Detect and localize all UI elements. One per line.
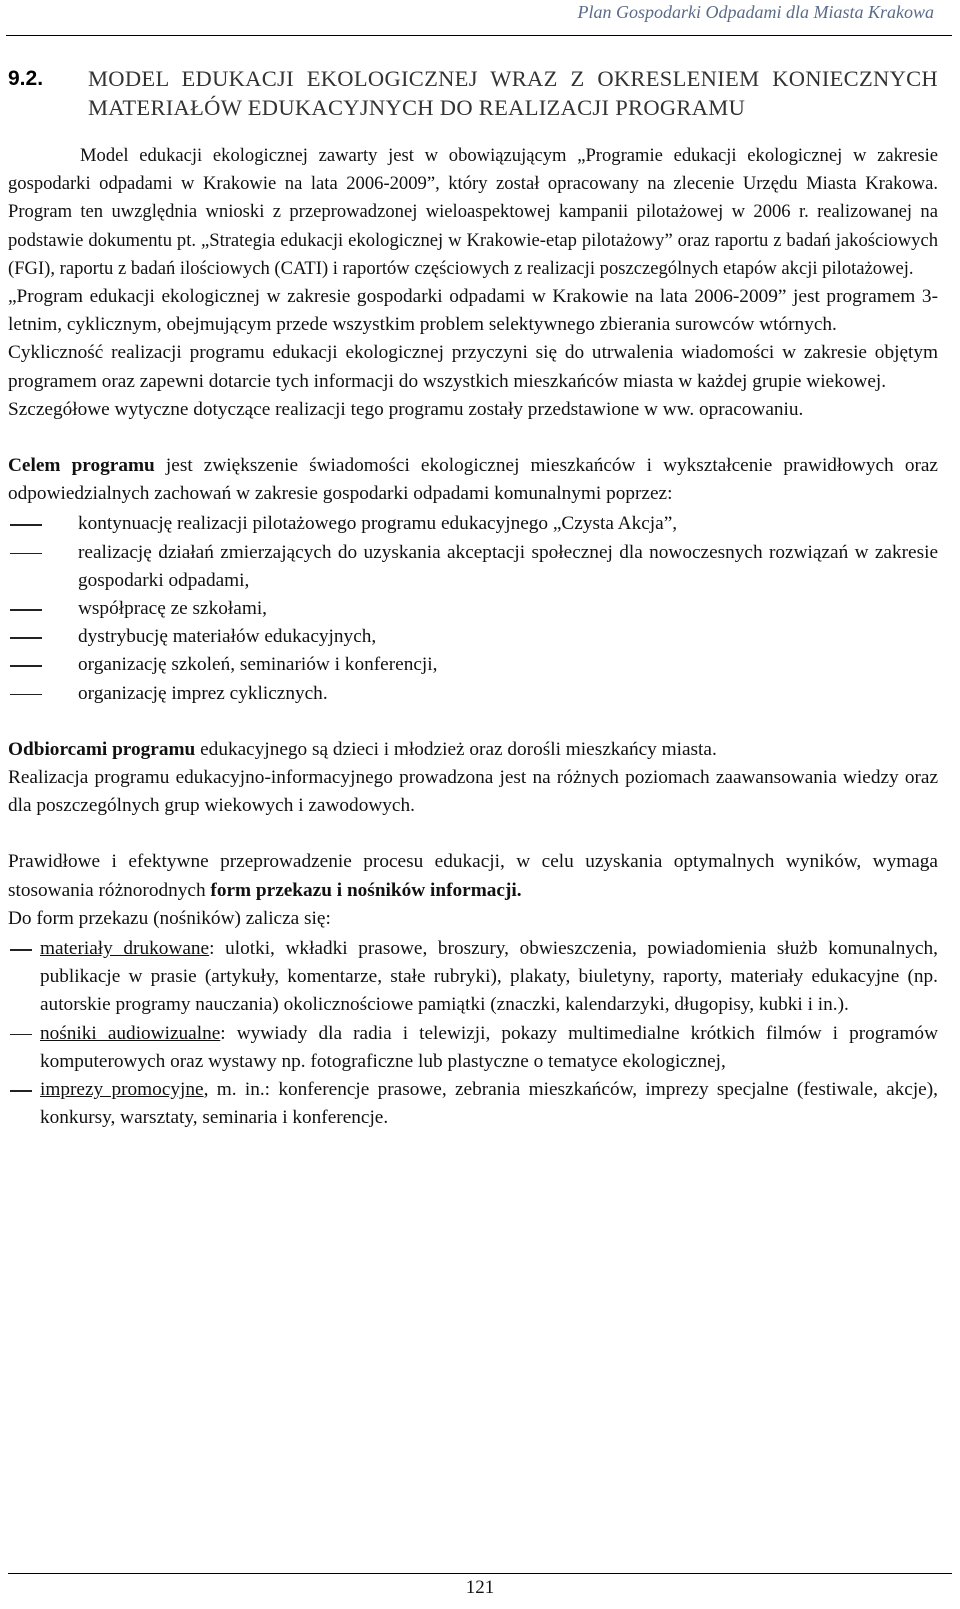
list-item-text: współpracę ze szkołami, — [78, 598, 267, 620]
spacer — [8, 708, 938, 736]
paragraph-cyclicity: Cykliczność realizacji programu edukacji ekologicznej przyczyni się do utrwalenia wiadomości w zakresie objętym programem oraz zapewni dotarcie tych informacji do wszystkich mieszkańców miasta w każdej grupie wiekowej. — [8, 342, 938, 392]
media-term: materiały drukowane — [40, 938, 210, 960]
media-term: nośniki audiowizualne — [40, 1022, 221, 1044]
goal-list — [8, 510, 938, 707]
media-text: : wywiady dla radia i telewizji, pokazy multimedialne krótkich filmów i programów komputerowych oraz wystawy np. fotograficzne lub plastyczne o tematyce ekologicznej, — [40, 1022, 938, 1072]
footer-rule — [8, 1573, 952, 1574]
paragraph-goal — [8, 452, 938, 508]
paragraph-model-a: Model edukacji ekologicznej zawarty jest w obowiązującym „Programie edukacji ekologicznej w zakresie gospodarki odpadami w Krakowie na lata 2006-2009”, który został opracowany na zlecenie Urzędu Miasta Krakowa. Program ten uwzględnia wnioski z przeprowadzonej wieloaspektowej kampanii pilotażowej w 2006 r. — [8, 145, 938, 223]
list-item — [8, 935, 938, 1020]
paragraph-model — [8, 142, 938, 283]
paragraph-model-b: realizowanej na podstawie dokumentu pt. „Strategia edukacji ekologicznej w Krakowie-etap pilotażowy” oraz raportu z badań jakościowych (FGI), raportu z badań ilościowych (CATI) i raportów częściowych z realizacji poszczególnych etapów akcji pilotażowej. — [8, 201, 938, 279]
paragraph-program: „Program edukacji ekologicznej w zakresie gospodarki odpadami w Krakowie na lata 2006-2009” jest programem 3-letnim, cyklicznym, obejmującym przede wszystkim problem selektywnego zbierania surowców wtórnych. — [8, 286, 938, 336]
recipients-text: edukacyjnego są dzieci i młodzież oraz dorośli mieszkańcy miasta. — [195, 738, 717, 760]
document-body — [8, 64, 938, 1133]
paragraph-guidelines: Szczegółowe wytyczne dotyczące realizacji tego programu zostały przedstawione w ww. opracowaniu. — [8, 398, 804, 420]
media-list — [8, 935, 938, 1132]
goal-label: Celem programu — [8, 455, 155, 477]
media-text: : ulotki, wkładki prasowe, broszury, obwieszczenia, powiadomienia służb komunalnych, publikacje w prasie (artykuły, komentarze, stałe rubryki), plakaty, biuletyny, raporty, materiały edukacyjne (np. autorskie programy nauczania) okolicznościowe pamiątki (znaczki, kalendarzyki, długopisy, kubki i in.). — [40, 938, 938, 1016]
list-item — [8, 1076, 938, 1132]
recipients-label: Odbiorcami programu — [8, 738, 196, 760]
paragraph-recipients — [8, 736, 938, 764]
list-item — [8, 595, 938, 623]
page-header — [0, 2, 960, 30]
forms-bold: form przekazu i nośników informacji. — [210, 879, 522, 901]
list-item — [8, 510, 938, 538]
list-item-text: organizację imprez cyklicznych. — [78, 682, 328, 704]
list-item-text: organizację szkoleń, seminariów i konferencji, — [78, 654, 438, 676]
page-number: 121 — [465, 1577, 495, 1598]
paragraph-levels: Realizacja programu edukacyjno-informacyjnego prowadzona jest na różnych poziomach zaawansowania wiedzy oraz dla poszczególnych grup wiekowych i zawodowych. — [8, 767, 938, 817]
list-item — [8, 651, 938, 679]
paragraph-forms-intro: Do form przekazu (nośników) zalicza się: — [8, 907, 331, 929]
list-item — [8, 680, 938, 708]
section-title: MODEL EDUKACJI EKOLOGICZNEJ WRAZ Z OKRESLENIEM KONIECZNYCH MATERIAŁÓW EDUKACYJNYCH DO REALIZACJI PROGRAMU — [88, 66, 938, 120]
spacer — [8, 424, 938, 452]
goal-text: jest zwiększenie świadomości ekologicznej mieszkańców i wykształcenie prawidłowych oraz odpowiedzialnych zachowań w zakresie gospodarki odpadami komunalnymi poprzez: — [8, 455, 938, 505]
list-item — [8, 1020, 938, 1076]
list-item — [8, 539, 938, 595]
list-item-text: realizację działań zmierzających do uzyskania akceptacji społecznej dla nowoczesnych rozwiązań w zakresie gospodarki odpadami, — [78, 541, 938, 591]
header-title: Plan Gospodarki Odpadami dla Miasta Krakowa — [577, 2, 934, 22]
paragraph-forms — [8, 848, 938, 904]
forms-text: Prawidłowe i efektywne przeprowadzenie procesu edukacji, w celu uzyskania optymalnych wyników, wymaga stosowania różnorodnych — [8, 851, 938, 901]
list-item — [8, 623, 938, 651]
spacer — [8, 820, 938, 848]
list-item-text: dystrybucję materiałów edukacyjnych, — [78, 626, 377, 648]
header-rule — [6, 35, 952, 36]
media-term: imprezy promocyjne — [40, 1079, 204, 1101]
list-item-text: kontynuację realizacji pilotażowego programu edukacyjnego „Czysta Akcja”, — [78, 513, 678, 535]
section-heading — [8, 64, 938, 122]
media-text: , m. in.: konferencje prasowe, zebrania mieszkańców, imprezy specjalne (festiwale, akcje), konkursy, warsztaty, seminaria i konferencje. — [40, 1079, 938, 1129]
section-number: 9.2. — [8, 67, 44, 90]
